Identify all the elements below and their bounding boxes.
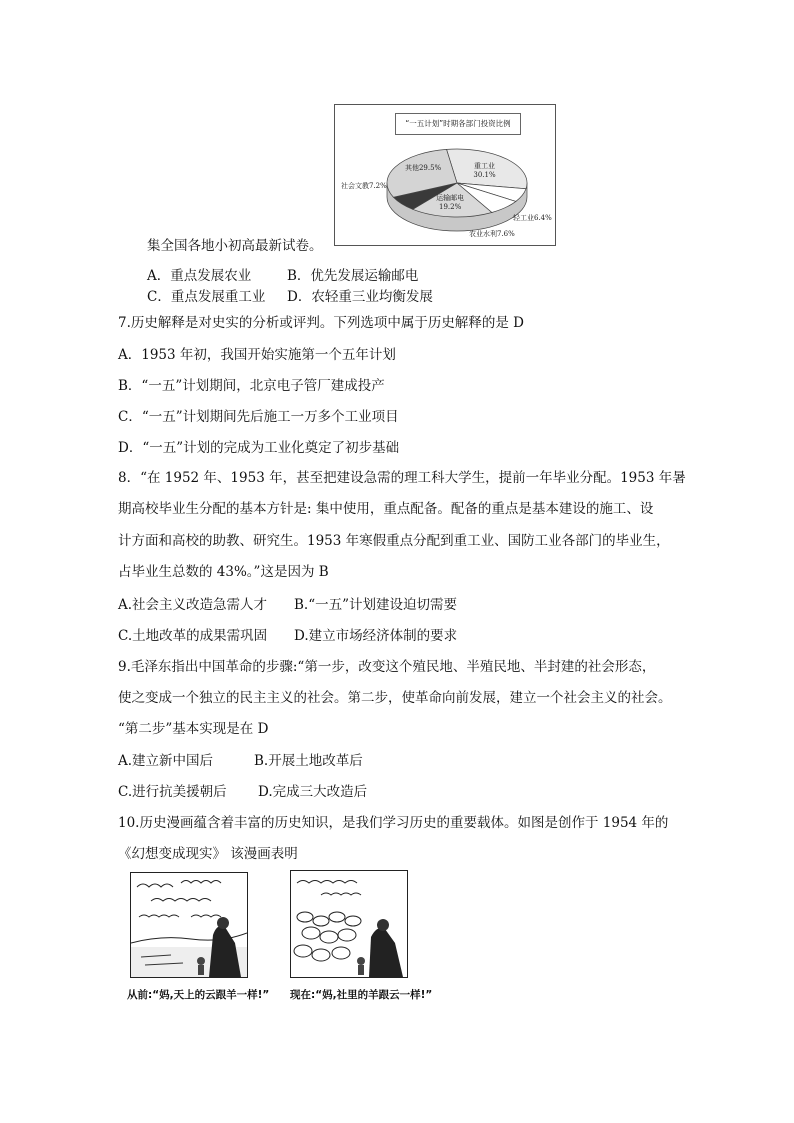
q6-option-d: D．农轻重三业均衡发展 [287, 289, 433, 305]
q8-line-3: 计方面和高校的助教、研究生。1953 年寒假重点分配到重工业、国防工业各部门的毕业生， [118, 533, 670, 549]
q7-stem: 7.历史解释是对史实的分析或评判。下列选项中属于历史解释的是 D [118, 315, 524, 331]
pie-label-other-0: 其他29.5% [404, 164, 442, 173]
q8-option-b: B.“一五”计划建设迫切需要 [294, 597, 458, 613]
q10-line-2: 《幻想变成现实》 该漫画表明 [118, 846, 298, 862]
q6-stem-tail: 集全国各地小初高最新试卷。 [147, 238, 323, 254]
comic-now-illustration [291, 871, 407, 977]
pie-label-agriculture-water-0: 农业水利7.6% [469, 230, 515, 238]
q6-option-b: B．优先发展运输邮电 [287, 268, 419, 284]
q10-line-1: 10.历史漫画蕴含着丰富的历史知识，是我们学习历史的重要载体。如图是创作于 1954 年的 [118, 815, 669, 831]
comic-panel-now [290, 870, 408, 978]
pie-label-transport-post-0: 运输邮电 [436, 193, 465, 202]
pie-chart-svg [335, 105, 555, 245]
chart-title: “一五计划”时期各部门投资比例 [395, 113, 521, 135]
q6-option-c: C．重点发展重工业 [147, 289, 266, 305]
comic-before-illustration [131, 873, 247, 977]
comic-caption-now: 现在:“妈,社里的羊跟云一样!” [290, 989, 433, 1001]
q7-option-d: D．“一五”计划的完成为工业化奠定了初步基础 [118, 440, 400, 456]
q8-option-c: C.土地改革的成果需巩固 [118, 628, 268, 644]
q8-option-a: A.社会主义改造急需人才 [118, 597, 268, 613]
pie-label-transport-post-1: 19.2% [438, 202, 462, 211]
q8-line-1: 8．“在 1952 年、1953 年，甚至把建设急需的理工科大学生，提前一年毕业分配。1953 年暑 [118, 470, 686, 486]
q8-option-d: D.建立市场经济体制的要求 [294, 628, 458, 644]
comic-panel-before [130, 872, 248, 978]
q7-option-c: C．“一五”计划期间先后施工一万多个工业项目 [118, 409, 399, 425]
q9-option-d: D.完成三大改造后 [258, 784, 368, 800]
q7-option-a: A．1953 年初，我国开始实施第一个五年计划 [118, 347, 396, 363]
comic-caption-before: 从前:“妈,天上的云跟羊一样!” [127, 989, 270, 1001]
q9-line-2: 使之变成一个独立的民主主义的社会。第二步，使革命向前发展，建立一个社会主义的社会。 [118, 690, 672, 706]
pie-label-heavy-industry-0: 重工业 [474, 161, 496, 170]
pie-label-light-industry-0: 轻工业6.4% [513, 214, 552, 222]
pie-chart-figure [334, 104, 556, 246]
q9-line-3: “第二步”基本实现是在 D [118, 721, 269, 737]
q9-line-1: 9.毛泽东指出中国革命的步骤:“第一步，改变这个殖民地、半殖民地、半封建的社会形态， [118, 659, 656, 675]
pie-label-social-culture-0: 社会文教7.2% [341, 182, 387, 190]
q9-option-c: C.进行抗美援朝后 [118, 784, 227, 800]
q8-line-4: 占毕业生总数的 43%。”这是因为 B [118, 564, 329, 580]
q6-option-a: A．重点发展农业 [147, 268, 252, 284]
q9-option-a: A.建立新中国后 [118, 753, 214, 769]
q9-option-b: B.开展土地改革后 [254, 753, 363, 769]
q7-option-b: B．“一五”计划期间，北京电子管厂建成投产 [118, 378, 385, 394]
q8-line-2: 期高校毕业生分配的基本方针是: 集中使用，重点配备。配备的重点是基本建设的施工、设 [118, 501, 654, 517]
pie-label-heavy-industry-1: 30.1% [473, 170, 496, 179]
